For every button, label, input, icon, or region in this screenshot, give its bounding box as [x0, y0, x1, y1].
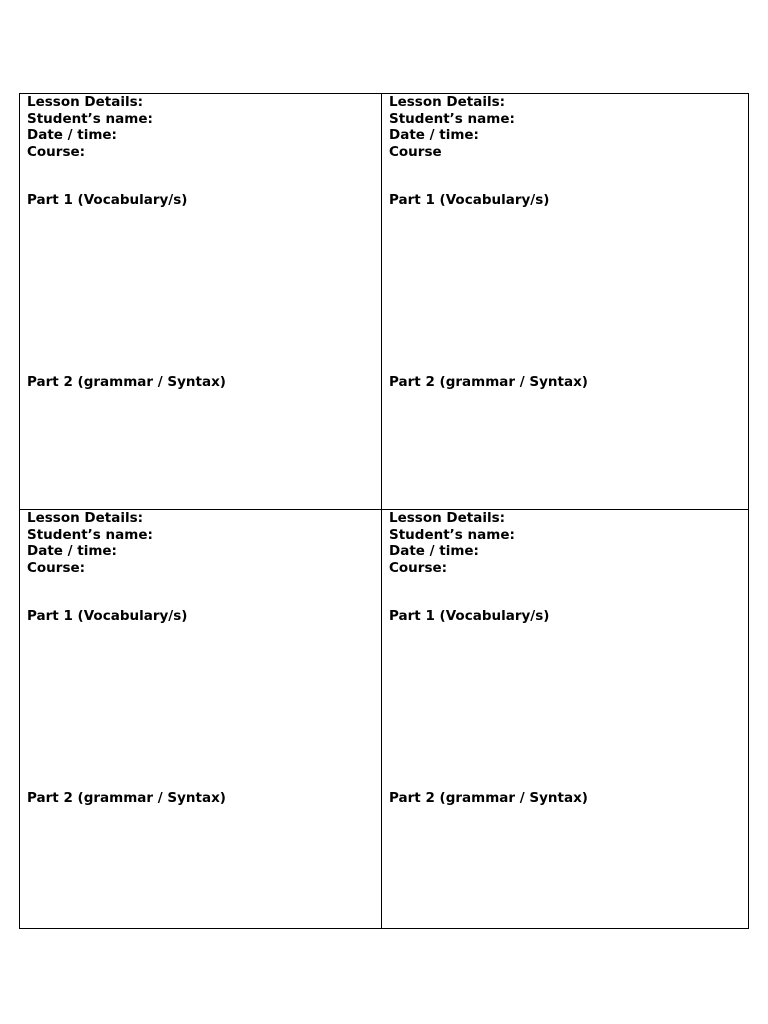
- part1-vocabulary-heading: Part 1 (Vocabulary/s): [389, 608, 550, 624]
- course-label: Course:: [27, 143, 86, 160]
- course-label: Course:: [389, 559, 448, 576]
- lesson-card-bottom-left: [20, 509, 381, 928]
- lesson-details-label: Lesson Details:: [389, 94, 506, 110]
- lesson-details-label: Lesson Details:: [27, 510, 144, 526]
- part2-grammar-heading: Part 2 (grammar / Syntax): [27, 790, 226, 806]
- course-label: Course: [389, 143, 442, 160]
- course-label: Course:: [27, 559, 86, 576]
- part1-vocabulary-heading: Part 1 (Vocabulary/s): [27, 192, 188, 208]
- date-time-label: Date / time:: [389, 127, 479, 143]
- part2-grammar-heading: Part 2 (grammar / Syntax): [389, 374, 588, 390]
- student-name-label: Student’s name:: [27, 526, 153, 543]
- student-name-label: Student’s name:: [389, 110, 515, 127]
- part1-vocabulary-heading: Part 1 (Vocabulary/s): [27, 608, 188, 624]
- part2-grammar-heading: Part 2 (grammar / Syntax): [389, 790, 588, 806]
- date-time-label: Date / time:: [27, 127, 117, 143]
- part2-grammar-heading: Part 2 (grammar / Syntax): [27, 374, 226, 390]
- lesson-card-top-right: [381, 94, 748, 509]
- date-time-label: Date / time:: [27, 543, 117, 559]
- part1-vocabulary-heading: Part 1 (Vocabulary/s): [389, 192, 550, 208]
- lesson-cards-table: [19, 93, 749, 929]
- lesson-details-label: Lesson Details:: [389, 510, 506, 526]
- date-time-label: Date / time:: [389, 543, 479, 559]
- student-name-label: Student’s name:: [27, 110, 153, 127]
- lesson-card-top-left: [20, 94, 381, 509]
- lesson-details-label: Lesson Details:: [27, 94, 144, 110]
- lesson-card-bottom-right: [381, 509, 748, 928]
- student-name-label: Student’s name:: [389, 526, 515, 543]
